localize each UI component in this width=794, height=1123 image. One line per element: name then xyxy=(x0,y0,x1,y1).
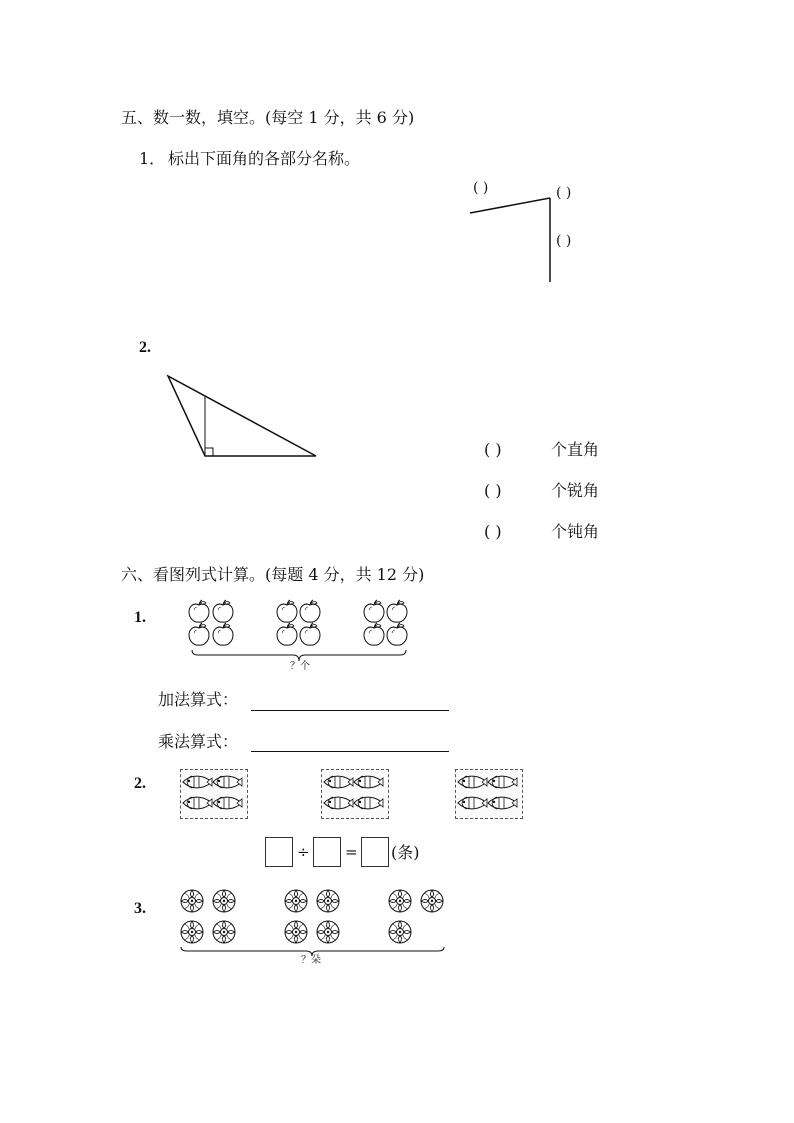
flower-group-1 xyxy=(181,890,235,943)
q5-1-number: 1． xyxy=(139,149,166,168)
equals-sign: = xyxy=(345,843,358,861)
label-obtuse-angle: 个钝角 xyxy=(551,522,600,541)
blank-right-angle[interactable]: ( ) xyxy=(484,440,502,459)
blank-obtuse-angle[interactable]: ( ) xyxy=(484,522,502,541)
flower-group-3 xyxy=(389,890,443,943)
label-acute-angle: 个锐角 xyxy=(551,481,600,500)
blank-angle-side-2[interactable]: ( ) xyxy=(556,233,572,249)
blank-angle-side-1[interactable]: ( ) xyxy=(473,180,489,196)
q6-1-number: 1. xyxy=(134,609,146,626)
blank-acute-angle[interactable]: ( ) xyxy=(484,481,502,500)
section-6-title: 六、看图列式计算。(每题 4 分，共 12 分) xyxy=(121,565,425,584)
q6-2-number: 2. xyxy=(134,775,146,792)
blank-angle-vertex[interactable]: ( ) xyxy=(556,185,572,201)
q6-3-number: 3. xyxy=(134,900,146,917)
add-formula-label: 加法算式： xyxy=(158,690,239,709)
q5-1-text: 标出下面角的各部分名称。 xyxy=(168,149,361,168)
brace-label-apples: ？个 xyxy=(290,661,310,672)
mul-formula-label: 乘法算式： xyxy=(158,732,239,751)
unit-label: (条) xyxy=(391,843,420,862)
brace-label-flowers: ？朵 xyxy=(301,955,321,966)
section-5-title: 五、数一数，填空。(每空 1 分，共 6 分) xyxy=(121,108,415,127)
q5-2-number: 2. xyxy=(139,339,151,356)
division-sign: ÷ xyxy=(297,843,310,861)
label-right-angle: 个直角 xyxy=(551,440,600,459)
flower-group-2 xyxy=(285,890,339,943)
